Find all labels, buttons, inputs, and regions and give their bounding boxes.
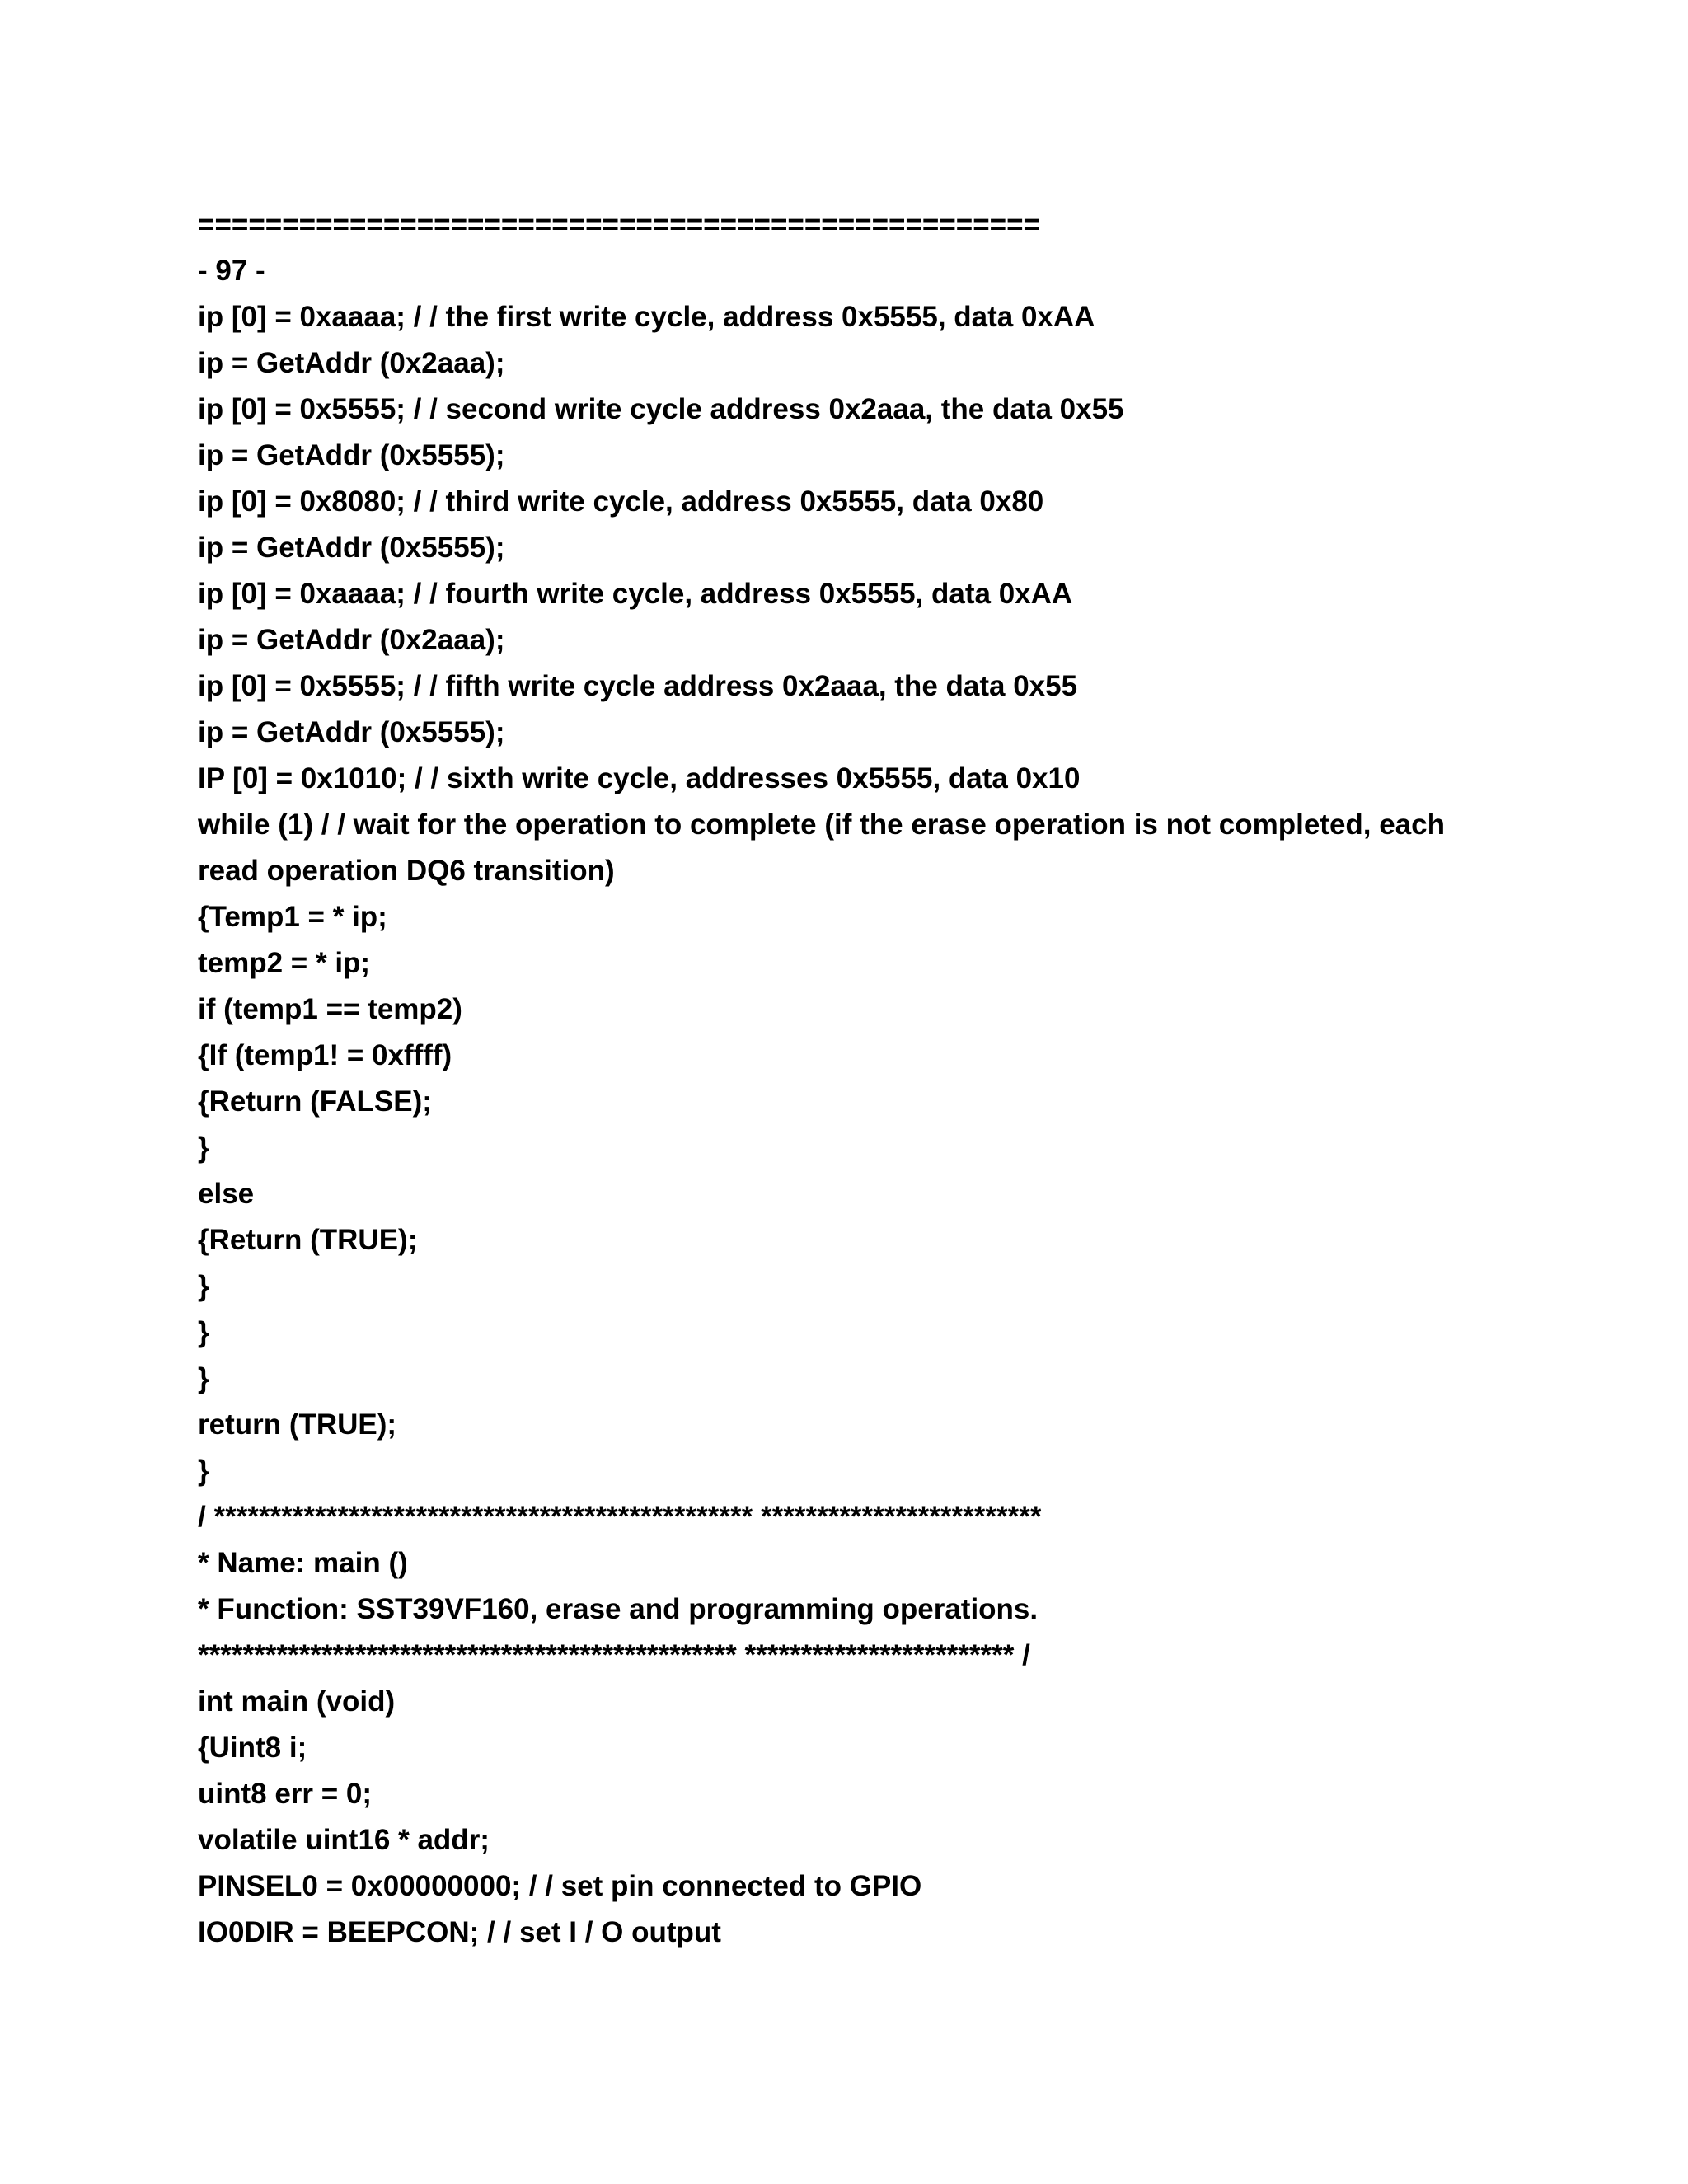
code-line: PINSEL0 = 0x00000000; / / set pin connected to GPIO — [198, 1870, 922, 1902]
comment-function-line: * Function: SST39VF160, erase and programming operations. — [198, 1593, 1039, 1625]
code-line: {Return (FALSE); — [198, 1085, 432, 1118]
code-listing — [198, 202, 1582, 1956]
code-line: read operation DQ6 transition) — [198, 855, 615, 887]
code-line: {Uint8 i; — [198, 1732, 307, 1764]
code-line: volatile uint16 * addr; — [198, 1824, 490, 1856]
code-line: if (temp1 == temp2) — [198, 993, 462, 1025]
code-line: {If (temp1! = 0xffff) — [198, 1039, 452, 1071]
code-line: int main (void) — [198, 1685, 396, 1718]
code-line: else — [198, 1178, 255, 1210]
code-line: {Temp1 = * ip; — [198, 901, 387, 933]
code-line: ip [0] = 0x5555; / / second write cycle address 0x2aaa, the data 0x55 — [198, 393, 1124, 425]
code-line: while (1) / / wait for the operation to complete (if the erase operation is not completed, each — [198, 808, 1446, 841]
comment-name-line: * Name: main () — [198, 1547, 408, 1579]
code-line: ip [0] = 0xaaaa; / / the first write cycle, address 0x5555, data 0xAA — [198, 301, 1095, 333]
code-line: ip = GetAddr (0x2aaa); — [198, 347, 505, 379]
code-line: } — [198, 1362, 209, 1394]
separator-line: ================================================== — [198, 209, 1040, 241]
code-line: } — [198, 1132, 209, 1164]
code-line: ip [0] = 0x5555; / / fifth write cycle address 0x2aaa, the data 0x55 — [198, 670, 1078, 702]
code-line: } — [198, 1455, 209, 1487]
code-line: {Return (TRUE); — [198, 1224, 418, 1256]
code-line: IP [0] = 0x1010; / / sixth write cycle, addresses 0x5555, data 0x10 — [198, 762, 1081, 794]
code-line: ip = GetAddr (0x2aaa); — [198, 624, 505, 656]
code-line: uint8 err = 0; — [198, 1778, 373, 1810]
comment-banner-bottom: ************************************************ ************************ / — [198, 1639, 1030, 1671]
code-line: temp2 = * ip; — [198, 947, 371, 979]
comment-banner-top: / ************************************************ ************************* — [198, 1501, 1042, 1533]
code-line: ip [0] = 0xaaaa; / / fourth write cycle, address 0x5555, data 0xAA — [198, 578, 1073, 610]
code-line: } — [198, 1270, 209, 1302]
code-line: ip = GetAddr (0x5555); — [198, 532, 505, 564]
code-line: ip [0] = 0x8080; / / third write cycle, address 0x5555, data 0x80 — [198, 485, 1044, 518]
code-line: ip = GetAddr (0x5555); — [198, 716, 505, 748]
code-line: } — [198, 1316, 209, 1348]
code-line: IO0DIR = BEEPCON; / / set I / O output — [198, 1916, 721, 1948]
code-line: ip = GetAddr (0x5555); — [198, 439, 505, 471]
page-number: - 97 - — [198, 255, 265, 287]
code-line: return (TRUE); — [198, 1408, 397, 1441]
